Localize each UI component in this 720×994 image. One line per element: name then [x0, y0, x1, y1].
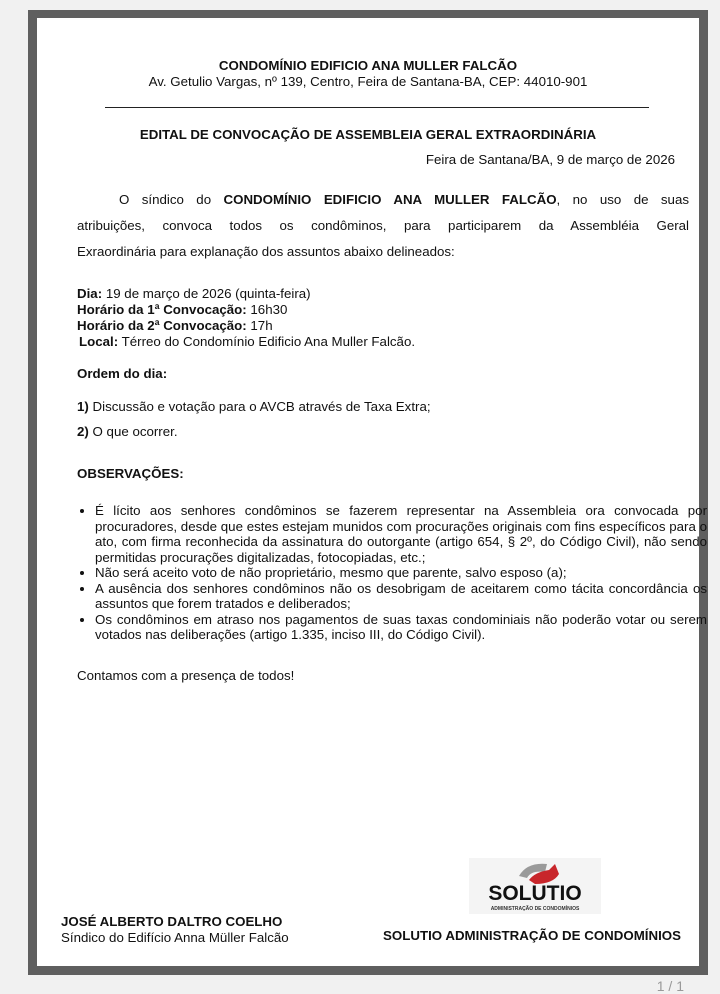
intro-line-2: atribuições, convoca todos os condôminos, para participarem da Assembléia Geral — [77, 218, 689, 233]
svg-text:ADMINISTRAÇÃO DE CONDOMÍNIOS: ADMINISTRAÇÃO DE CONDOMÍNIOS — [490, 906, 580, 912]
detail-location: Local: Térreo do Condomínio Edificio Ana Muller Falcão. — [79, 334, 416, 349]
company-name: SOLUTIO ADMINISTRAÇÃO DE CONDOMÍNIOS — [383, 928, 681, 943]
observation-item: • Não será aceito voto de não proprietário, mesmo que parente, salvo esposo (a); — [95, 565, 707, 581]
closing-text: Contamos com a presença de todos! — [77, 668, 295, 683]
place-date: Feira de Santana/BA, 9 de março de 2026 — [425, 152, 675, 167]
detail-first-call: Horário da 1ª Convocação: 16h30 — [77, 302, 288, 317]
signatory-role: Síndico do Edifício Anna Müller Falcão — [61, 930, 289, 945]
condo-title: CONDOMÍNIO EDIFICIO ANA MULLER FALCÃO — [218, 58, 518, 73]
detail-second-call: Horário da 2ª Convocação: 17h — [77, 318, 273, 333]
signatory-name: JOSÉ ALBERTO DALTRO COELHO — [61, 914, 283, 929]
document-page — [37, 18, 707, 966]
agenda-item: 2) O que ocorrer. — [77, 424, 178, 439]
observation-item: • A ausência dos senhores condôminos não os desobrigam de aceitarem como tácita concordância os assuntos que forem tratados e deliberados; — [95, 581, 707, 612]
intro-line-3: Exraordinária para explanação dos assuntos abaixo delineados: — [77, 244, 455, 259]
page-number: 1 / 1 — [656, 978, 684, 994]
observations-list — [77, 503, 707, 643]
detail-day: Dia: 19 de março de 2026 (quinta-feira) — [77, 286, 311, 301]
condo-address: Av. Getulio Vargas, nº 139, Centro, Feira de Santana-BA, CEP: 44010-901 — [148, 74, 588, 89]
agenda-title: Ordem do dia: — [77, 366, 168, 381]
intro-line-1: O síndico do CONDOMÍNIO EDIFICIO ANA MULLER FALCÃO, no uso de suas — [119, 192, 689, 207]
solutio-logo — [469, 858, 601, 914]
header-divider — [105, 107, 649, 108]
observations-title: OBSERVAÇÕES: — [77, 466, 184, 481]
observation-item: • É lícito aos senhores condôminos se fazerem representar na Assembleia ora convocada por procuradores, desde que estes estejam munidos com procurações originais com fins específicos para o ato, com firma reconhecida da assinatura do outorgante (artigo 654, § 2º, do Código Civil), não sendo permitidas procurações digitalizadas, fotocopiadas, etc.; — [95, 503, 707, 565]
solutio-logo-icon — [469, 858, 601, 914]
agenda-item: 1) Discussão e votação para o AVCB através de Taxa Extra; — [77, 399, 431, 414]
observation-item: • Os condôminos em atraso nos pagamentos de suas taxas condominiais não poderão votar ou serem votados nas deliberações (artigo 1.335, inciso III, do Código Civil). — [95, 612, 707, 643]
svg-text:SOLUTIO: SOLUTIO — [488, 882, 582, 905]
document-title: EDITAL DE CONVOCAÇÃO DE ASSEMBLEIA GERAL EXTRAORDINÁRIA — [139, 127, 597, 142]
